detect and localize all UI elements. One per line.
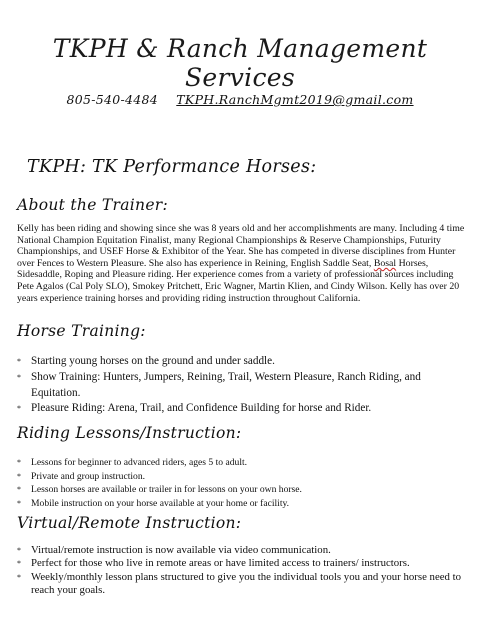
phone-number: 805-540-4484 [66, 92, 159, 107]
email-link[interactable]: TKPH.RanchMgmt2019@gmail.com [176, 92, 414, 107]
horse-training-list [17, 354, 470, 417]
spellcheck-flagged-word: Bosal [373, 257, 397, 269]
riding-lessons-list [17, 456, 470, 510]
bullet-star-icon: * [17, 458, 21, 467]
list-item: * Show Training: Hunters, Jumpers, Reining, Trail, Western Pleasure, Ranch Riding, and Equitation. [17, 370, 421, 399]
bullet-star-icon: * [17, 559, 21, 569]
bullet-star-icon: * [17, 404, 21, 414]
list-item: * Starting young horses on the ground and under saddle. [17, 354, 470, 370]
list-item: * Virtual/remote instruction is now available via video communication. [17, 544, 331, 556]
riding-lessons-heading: Riding Lessons/Instruction: [17, 424, 242, 442]
bullet-star-icon: * [17, 357, 21, 366]
list-item: * Pleasure Riding: Arena, Trail, and Confidence Building for horse and Rider. [17, 401, 470, 417]
list-item: * Mobile instruction on your horse available at your home or facility. [17, 497, 290, 509]
about-text-part-2: Horses, Sidesaddle, Roping and Pleasure riding. Her experience comes from a variety of professional sources including Pete Agalos (Cal Poly SLO), Smokey Pritchett, Eric Wagner, Martin Klien, and Cindy Wilson. Kelly has over 20 years experience training horses and providing riding instruction throughout California. [17, 257, 460, 304]
about-paragraph [17, 223, 470, 304]
horse-training-heading: Horse Training: [17, 322, 146, 340]
about-heading: About the Trainer: [17, 196, 169, 214]
bullet-star-icon: * [17, 485, 21, 495]
list-item: * Lessons for beginner to advanced riders, ages 5 to adult. [17, 457, 248, 468]
bullet-star-icon: * [17, 546, 21, 555]
list-item: * Perfect for those who live in remote areas or have limited access to trainers/ instructors. [17, 557, 410, 570]
bullet-star-icon: * [17, 572, 21, 582]
about-text-part-1: Kelly has been riding and showing since she was 8 years old and her accomplishments are many. Including 4 time National Champion Equitation Finalist, many Regional Championships & Reserve Championships, Futurity Championships, and USEF Horse & Exhibitor of the Year. She has competed in diverse disciplines from Hunter over Fences to Western Pleasure. She also has experience in Reining, English Saddle Seat, [17, 223, 465, 269]
contact-line [0, 92, 480, 107]
bullet-star-icon: * [17, 471, 21, 481]
page-title: TKPH & Ranch Management Services [52, 34, 428, 92]
bullet-star-icon: * [17, 498, 21, 508]
bullet-star-icon: * [17, 372, 21, 382]
list-item: * Private and group instruction. [17, 470, 146, 482]
list-item: * Weekly/monthly lesson plans structured to give you the individual tools you and your horse need to reach your goals. [17, 570, 462, 597]
list-item: * Lesson horses are available or trailer in for lessons on your own horse. [17, 484, 302, 496]
virtual-list [17, 544, 470, 598]
main-heading: TKPH: TK Performance Horses: [27, 157, 317, 177]
virtual-heading: Virtual/Remote Instruction: [17, 514, 242, 532]
